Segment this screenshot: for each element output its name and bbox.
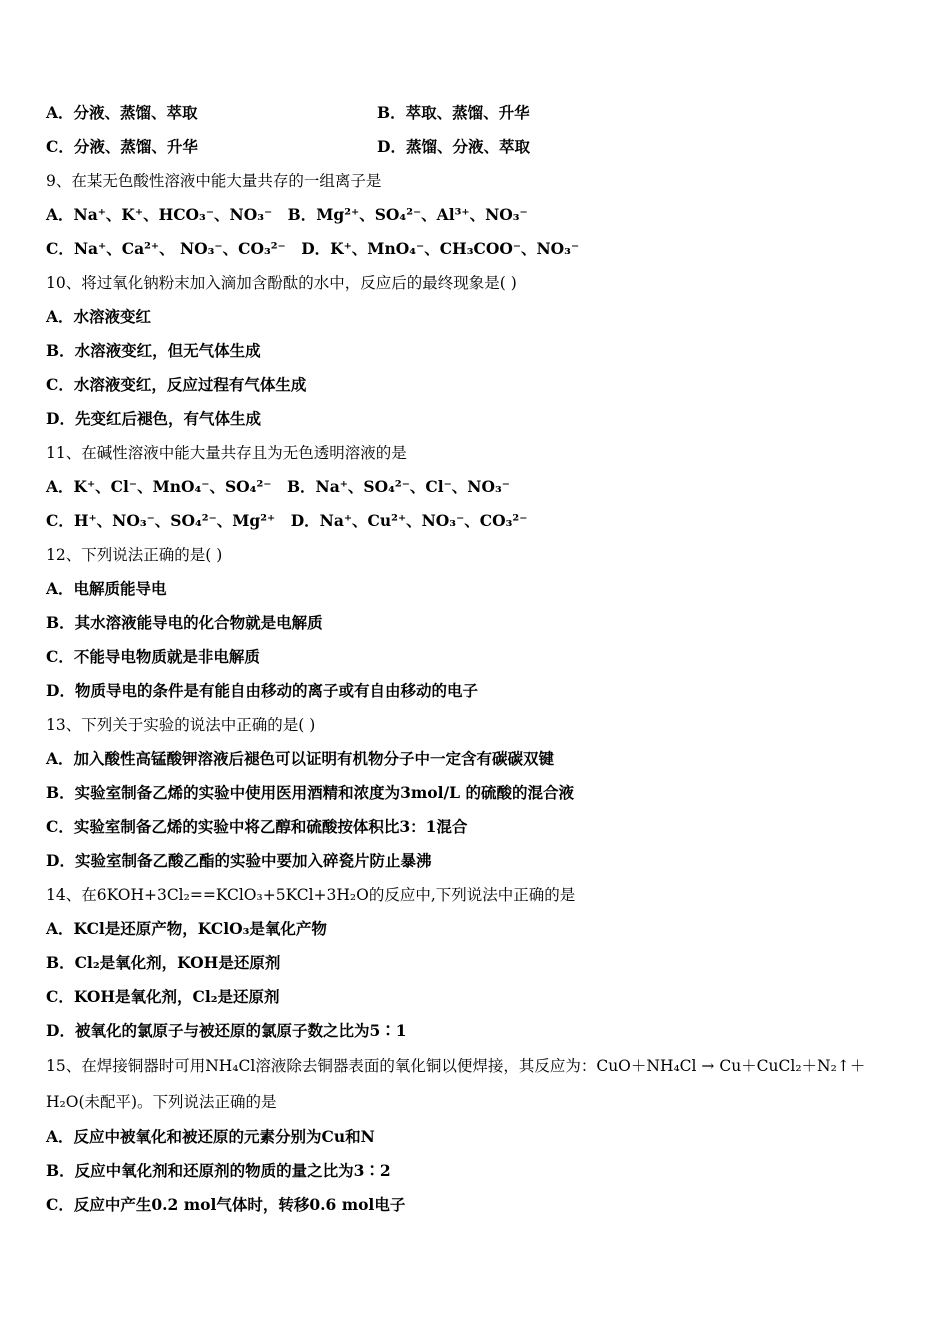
q15-stem-line1: 15、在焊接铜器时可用NH₄Cl溶液除去铜器表面的氧化铜以便焊接，其反应为：CuO＋NH₄Cl → Cu＋CuCl₂＋N₂↑＋ [46, 1057, 866, 1075]
q10-option-c: C．水溶液变红，反应过程有气体生成 [46, 375, 307, 394]
q13-option-b: B．实验室制备乙烯的实验中使用医用酒精和浓度为3mol/L 的硫酸的混合液 [46, 783, 574, 802]
q13-option-c: C．实验室制备乙烯的实验中将乙醇和硫酸按体积比3：1混合 [46, 817, 468, 836]
q14-option-d: D．被氧化的氯原子与被还原的氯原子数之比为5∶1 [46, 1021, 407, 1040]
q12-option-c: C．不能导电物质就是非电解质 [46, 647, 260, 666]
q10-option-b: B．水溶液变红，但无气体生成 [46, 341, 261, 360]
q10-option-a: A．水溶液变红 [46, 307, 152, 326]
q8-options-cd [46, 130, 906, 164]
q11-options-ab: A．K⁺、Cl⁻、MnO₄⁻、SO₄²⁻ B．Na⁺、SO₄²⁻、Cl⁻、NO₃⁻ [46, 477, 510, 496]
q15-option-b: B．反应中氧化剂和还原剂的物质的量之比为3∶2 [46, 1161, 391, 1180]
q15-option-a: A．反应中被氧化和被还原的元素分别为Cu和N [46, 1127, 375, 1146]
q8-option-a: A．分液、蒸馏、萃取 [46, 103, 198, 122]
q11-stem: 11、在碱性溶液中能大量共存且为无色透明溶液的是 [46, 444, 407, 462]
q12-option-d: D．物质导电的条件是有能自由移动的离子或有自由移动的电子 [46, 681, 478, 700]
q13-option-d: D．实验室制备乙酸乙酯的实验中要加入碎瓷片防止暴沸 [46, 851, 432, 870]
q10-option-d: D．先变红后褪色，有气体生成 [46, 409, 261, 428]
q14-option-b: B．Cl₂是氧化剂，KOH是还原剂 [46, 953, 281, 972]
q12-stem: 12、下列说法正确的是( ) [46, 546, 223, 564]
q14-option-a: A．KCl是还原产物，KClO₃是氧化产物 [46, 919, 327, 938]
q15-option-c: C．反应中产生0.2 mol气体时，转移0.6 mol电子 [46, 1195, 406, 1214]
q9-options-cd: C．Na⁺、Ca²⁺、 NO₃⁻、CO₃²⁻ D．K⁺、MnO₄⁻、CH₃COO⁻、NO₃⁻ [46, 239, 580, 258]
q14-stem: 14、在6KOH+3Cl₂==KClO₃+5KCl+3H₂O的反应中,下列说法中正确的是 [46, 886, 576, 904]
q8-options-ab [46, 96, 906, 130]
q9-stem: 9、在某无色酸性溶液中能大量共存的一组离子是 [46, 172, 382, 190]
q13-option-a: A．加入酸性高锰酸钾溶液后褪色可以证明有机物分子中一定含有碳碳双键 [46, 749, 555, 768]
exam-page [46, 96, 906, 1222]
q12-option-a: A．电解质能导电 [46, 579, 167, 598]
q10-stem: 10、将过氧化钠粉末加入滴加含酚酞的水中，反应后的最终现象是( ) [46, 274, 517, 292]
q8-option-d: D．蒸馏、分液、萃取 [377, 137, 530, 156]
q13-stem: 13、下列关于实验的说法中正确的是( ) [46, 716, 316, 734]
q9-options-ab: A．Na⁺、K⁺、HCO₃⁻、NO₃⁻ B．Mg²⁺、SO₄²⁻、Al³⁺、NO₃⁻ [46, 205, 528, 224]
q12-option-b: B．其水溶液能导电的化合物就是电解质 [46, 613, 323, 632]
q11-options-cd: C．H⁺、NO₃⁻、SO₄²⁻、Mg²⁺ D．Na⁺、Cu²⁺、NO₃⁻、CO₃²⁻ [46, 511, 528, 530]
q8-option-b: B．萃取、蒸馏、升华 [377, 103, 530, 122]
q15-stem-line2: H₂O(未配平)。下列说法正确的是 [46, 1093, 277, 1111]
q8-option-c: C．分液、蒸馏、升华 [46, 137, 198, 156]
q14-option-c: C．KOH是氧化剂，Cl₂是还原剂 [46, 987, 280, 1006]
